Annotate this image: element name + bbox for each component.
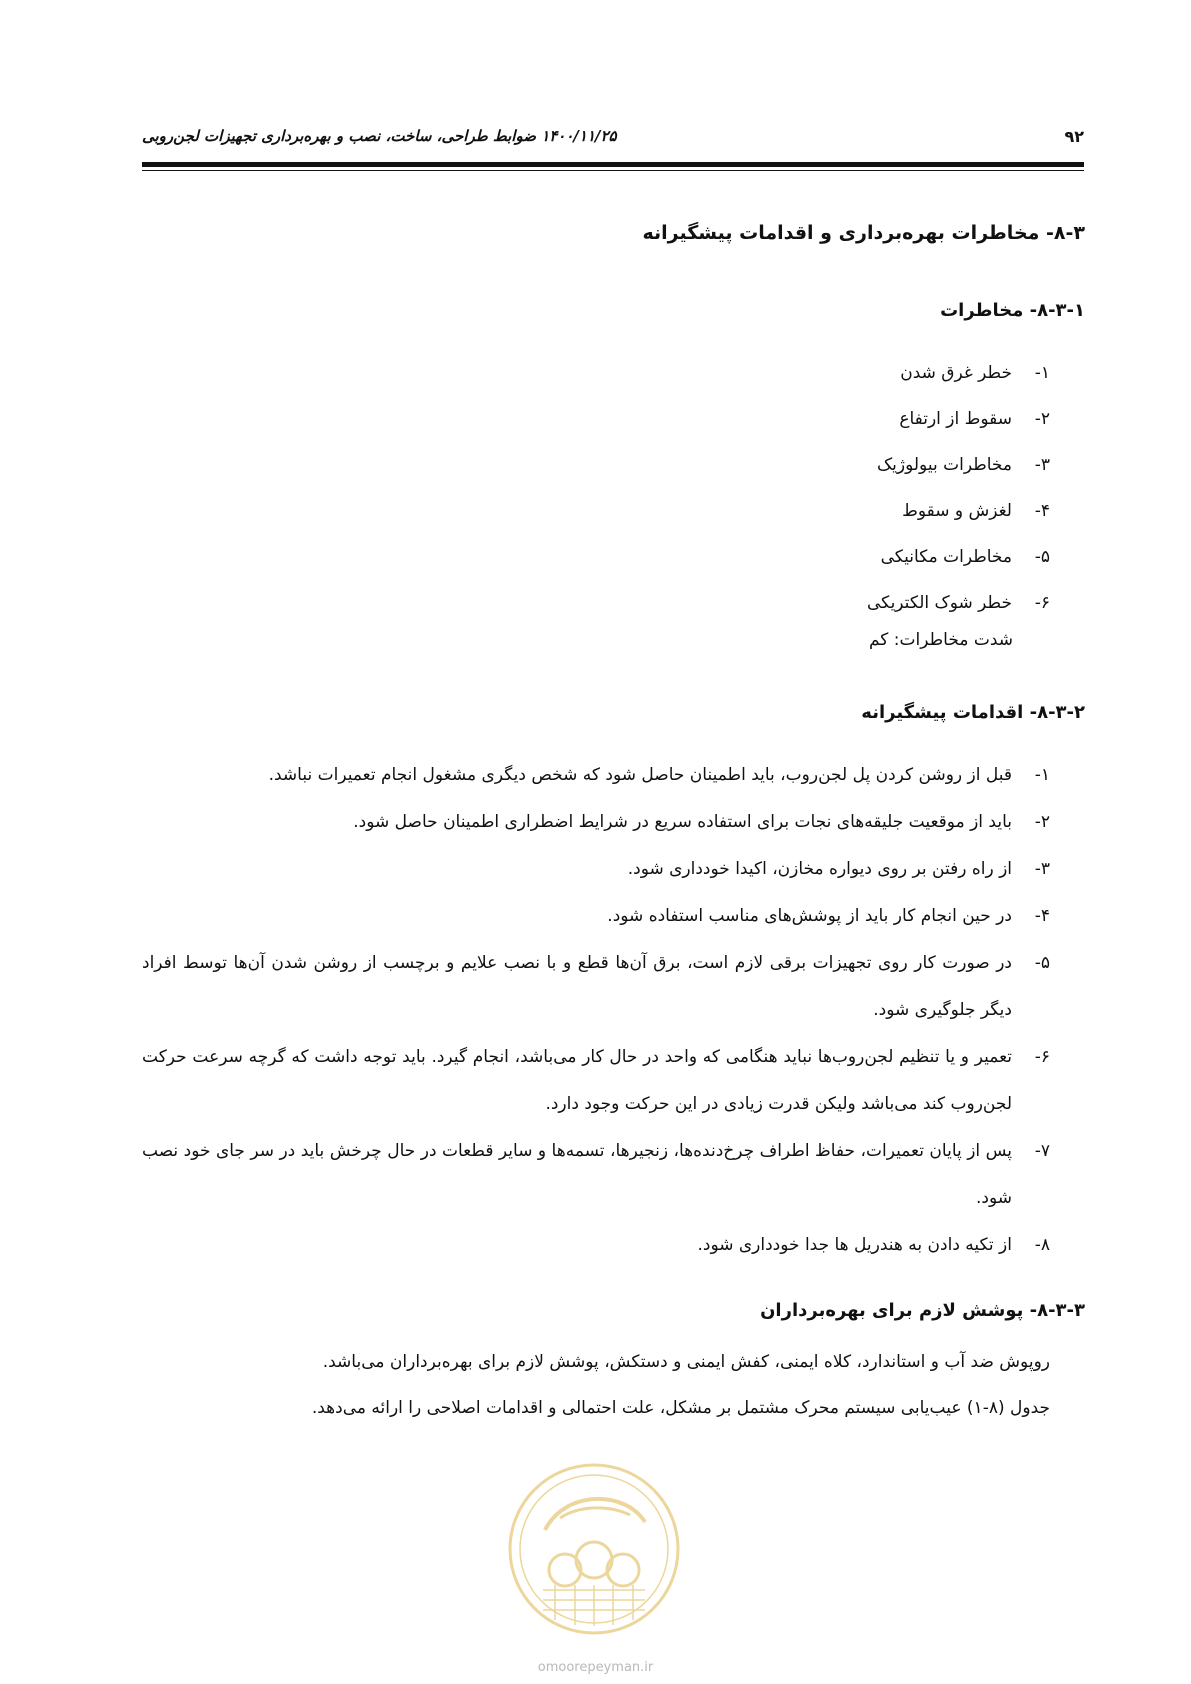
page-header [142,127,1084,159]
list-item [142,1222,1050,1269]
item-text: مخاطرات مکانیکی [880,547,1012,567]
item-number: ۶- [1034,1047,1050,1067]
item-text: مخاطرات بیولوژیک [876,455,1012,475]
item-number: ۳- [1034,455,1050,475]
ppe-paragraph: روپوش ضد آب و استاندارد، کلاه ایمنی، کفش ایمنی و دستکش، پوشش لازم برای بهره‌برداران می‌باشد. [322,1352,1050,1372]
preventive-list [142,752,1050,1269]
preventive-heading: ۸-۳-۲- اقدامات پیشگیرانه [861,702,1085,723]
item-number: ۲- [1034,812,1050,832]
item-text: باید از موقعیت جلیقه‌های نجات برای استفاده سریع در شرایط اضطراری اطمینان حاصل شود. [353,812,1012,832]
list-item [142,940,1050,1034]
severity-note: شدت مخاطرات: کم [868,630,1013,650]
section-title: ۸-۳- مخاطرات بهره‌برداری و اقدامات پیشگیرانه [642,222,1085,244]
item-number: ۴- [1034,906,1050,926]
list-item [867,488,1050,534]
list-item [867,350,1050,396]
seal-logo-icon [505,1460,683,1638]
item-number: ۵- [1034,953,1050,973]
list-item [142,799,1050,846]
item-number: ۴- [1034,501,1050,521]
list-item [142,893,1050,940]
table-reference-paragraph: جدول (۸-۱) عیب‌یابی سیستم محرک مشتمل بر مشکل، علت احتمالی و اقدامات اصلاحی را ارائه می‌دهد. [311,1398,1050,1418]
page-number: ۹۲ [1064,127,1084,146]
header-rule-thick [142,162,1084,167]
item-text: سقوط از ارتفاع [899,409,1012,429]
list-item [142,846,1050,893]
item-number: ۷- [1034,1141,1050,1161]
list-item [142,1128,1050,1222]
item-text: پس از پایان تعمیرات، حفاظ اطراف چرخ‌دنده‌ها، زنجیرها، تسمه‌ها و سایر قطعات در حال چرخش باید در سر جای خود نصب شود. [142,1141,1012,1208]
ppe-heading: ۸-۳-۳- پوشش لازم برای بهره‌برداران [760,1300,1085,1321]
list-item [142,752,1050,799]
item-text: در حین انجام کار باید از پوشش‌های مناسب استفاده شود. [607,906,1012,926]
item-text: در صورت کار روی تجهیزات برقی لازم است، برق آن‌ها قطع و با نصب علایم و برچسب از روشن شدن آن‌ها توسط افراد دیگر جلوگیری شود. [142,953,1012,1020]
item-text: خطر غرق شدن [900,363,1012,383]
item-number: ۱- [1034,363,1050,383]
header-rule-thin [142,170,1084,171]
item-number: ۵- [1034,547,1050,567]
item-number: ۱- [1034,765,1050,785]
item-text: از راه رفتن بر روی دیواره مخازن، اکیدا خودداری شود. [627,859,1012,879]
list-item [142,1034,1050,1128]
item-number: ۲- [1034,409,1050,429]
item-text: تعمیر و یا تنظیم لجن‌روب‌ها نباید هنگامی که واحد در حال کار می‌باشد، انجام گیرد. باید توجه داشت که گرچه سرعت حرکت لجن‌روب کند می‌باشد ولیکن قدرت زیادی در این حرکت وجود دارد. [142,1047,1012,1114]
hazards-heading: ۸-۳-۱- مخاطرات [940,300,1085,321]
hazard-list [867,350,1050,626]
watermark-url: omoorepeyman.ir [537,1660,654,1675]
item-number: ۸- [1034,1235,1050,1255]
item-number: ۳- [1034,859,1050,879]
list-item [867,580,1050,626]
list-item [867,442,1050,488]
list-item [867,396,1050,442]
item-text: خطر شوک الکتریکی [867,593,1012,613]
item-text: از تکیه دادن به هندریل ها جدا خودداری شود. [697,1235,1012,1255]
list-item [867,534,1050,580]
header-title: ۱۴۰۰/۱۱/۲۵ ضوابط طراحی، ساخت، نصب و بهره‌برداری تجهیزات لجن‌روبی [142,127,617,145]
item-number: ۶- [1034,593,1050,613]
item-text: لغزش و سقوط [902,501,1012,521]
item-text: قبل از روشن کردن پل لجن‌روب، باید اطمینان حاصل شود که شخص دیگری مشغول انجام تعمیرات نباشد. [268,765,1012,785]
